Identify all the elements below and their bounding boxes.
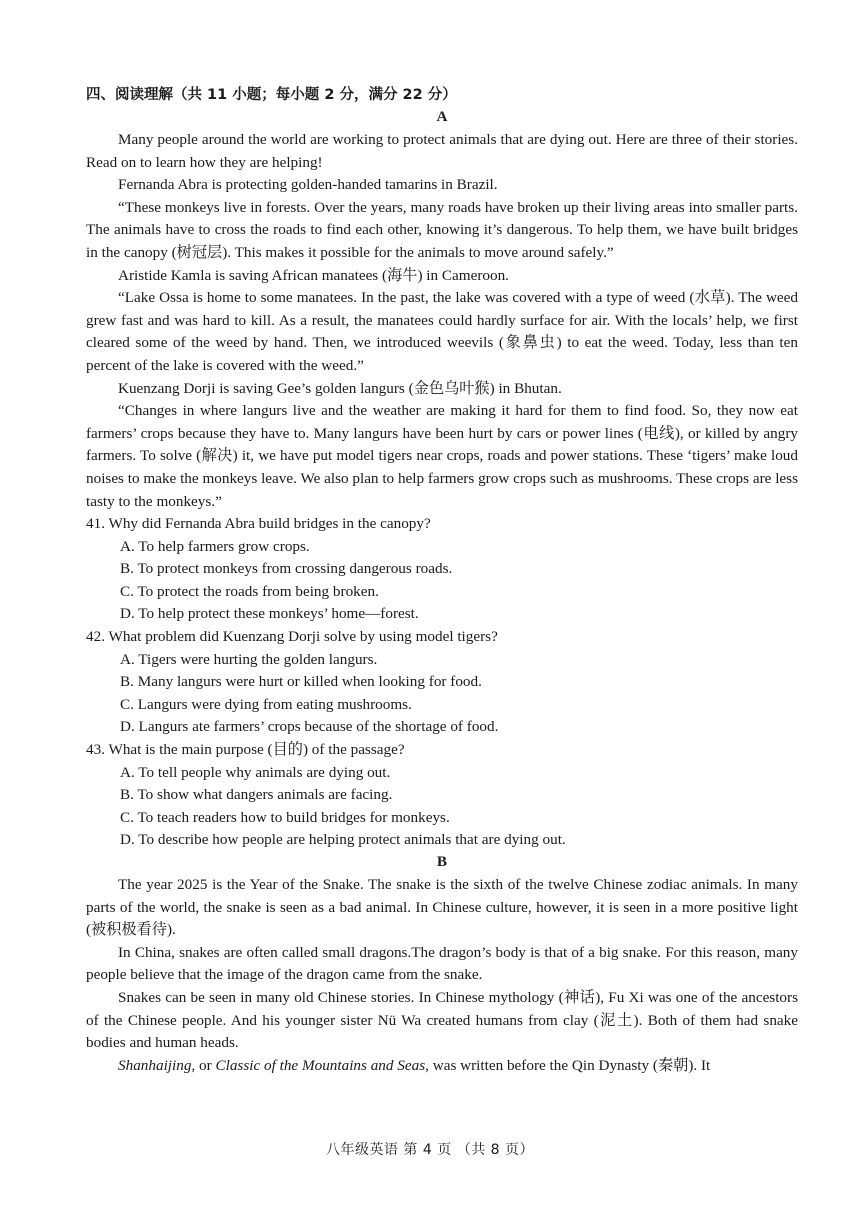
option-d: D. To describe how people are helping protect animals that are dying out. <box>120 831 566 849</box>
option-list <box>86 762 798 852</box>
question-stem: 41. Why did Fernanda Abra build bridges in the canopy? <box>86 515 431 533</box>
part-a-paragraph: Fernanda Abra is protecting golden-handed tamarins in Brazil. <box>118 176 498 194</box>
book-title: Shanhaijing, <box>118 1056 196 1074</box>
section-heading: 四、阅读理解（共 11 小题；每小题 2 分，满分 22 分） <box>86 87 457 103</box>
question-stem: 42. What problem did Kuenzang Dorji solve by using model tigers? <box>86 628 498 646</box>
question-41 <box>86 513 798 626</box>
text-span: , was written before the Qin Dynasty (秦朝). It <box>425 1056 711 1074</box>
exam-page <box>86 83 798 1077</box>
option-c: C. To teach readers how to build bridges for monkeys. <box>120 808 450 826</box>
part-a-paragraph: Kuenzang Dorji is saving Gee’s golden langurs (金色乌叶猴) in Bhutan. <box>118 379 562 397</box>
book-title-english: Classic of the Mountains and Seas <box>215 1056 426 1074</box>
option-b: B. Many langurs were hurt or killed when looking for food. <box>120 673 482 691</box>
part-b-paragraph: Snakes can be seen in many old Chinese stories. In Chinese mythology (神话), Fu Xi was one of the ancestors of the Chinese people. And his younger sister Nü Wa created humans from clay (泥土). Both of them had snake bodies and human heads. <box>86 988 798 1052</box>
option-list <box>86 649 798 739</box>
text-span: or <box>195 1056 216 1074</box>
option-a: A. Tigers were hurting the golden langurs. <box>120 650 378 668</box>
part-a-paragraph: “Changes in where langurs live and the weather are making it hard for them to find food. So, they now eat farmers’ crops because they have to. Many langurs have been hurt by cars or power lines (电线), or killed by angry farmers. To solve (解决) it, we have put model tigers near crops, roads and power stations. These ‘tigers’ make loud noises to make the monkeys leave. We also plan to help farmers grow crops such as mushrooms. These crops are less tasty to the monkeys.” <box>86 402 798 510</box>
option-b: B. To show what dangers animals are facing. <box>120 786 393 804</box>
page-footer: 八年级英语 第 4 页 （共 8 页） <box>325 1142 534 1158</box>
part-a-paragraph: “Lake Ossa is home to some manatees. In the past, the lake was covered with a type of weed (水草). The weed grew fast and was hard to kill. As a result, the manatees could hardly surface for air. With the locals’ help, we first cleared some of the weed by hand. Then, we introduced weevils (象鼻虫) to eat the weed. Today, less than ten percent of the lake is covered with the weed.” <box>86 289 798 374</box>
option-c: C. Langurs were dying from eating mushrooms. <box>120 695 412 713</box>
part-b-letter: B <box>436 853 448 870</box>
question-42 <box>86 626 798 739</box>
option-d: D. Langurs ate farmers’ crops because of the shortage of food. <box>120 718 499 736</box>
part-a-paragraph: Aristide Kamla is saving African manatees (海牛) in Cameroon. <box>118 266 509 284</box>
question-stem: 43. What is the main purpose (目的) of the passage? <box>86 741 405 759</box>
option-list <box>86 536 798 626</box>
option-b: B. To protect monkeys from crossing dangerous roads. <box>120 560 453 578</box>
part-a-paragraph: “These monkeys live in forests. Over the years, many roads have broken up their living areas into smaller parts. The animals have to cross the roads to find each other, knowing it’s dangerous. To help them, we have built bridges in the canopy (树冠层). This makes it possible for the animals to move around safely.” <box>86 198 798 261</box>
option-a: A. To help farmers grow crops. <box>120 537 310 555</box>
option-d: D. To help protect these monkeys’ home—forest. <box>120 605 419 623</box>
part-a-paragraph: Many people around the world are working to protect animals that are dying out. Here are three of their stories. Read on to learn how they are helping! <box>86 131 798 171</box>
option-c: C. To protect the roads from being broken. <box>120 582 379 600</box>
option-a: A. To tell people why animals are dying out. <box>120 763 391 781</box>
part-a-letter: A <box>436 108 448 125</box>
part-b-paragraph: In China, snakes are often called small dragons.The dragon’s body is that of a big snake. For this reason, many people believe that the image of the dragon came from the snake. <box>86 943 798 984</box>
part-b-paragraph <box>86 1055 798 1078</box>
question-43 <box>86 739 798 852</box>
part-b-paragraph: The year 2025 is the Year of the Snake. The snake is the sixth of the twelve Chinese zodiac animals. In many parts of the world, the snake is seen as a bad animal. In Chinese culture, however, it is seen in a more positive light (被积极看待). <box>86 876 798 939</box>
